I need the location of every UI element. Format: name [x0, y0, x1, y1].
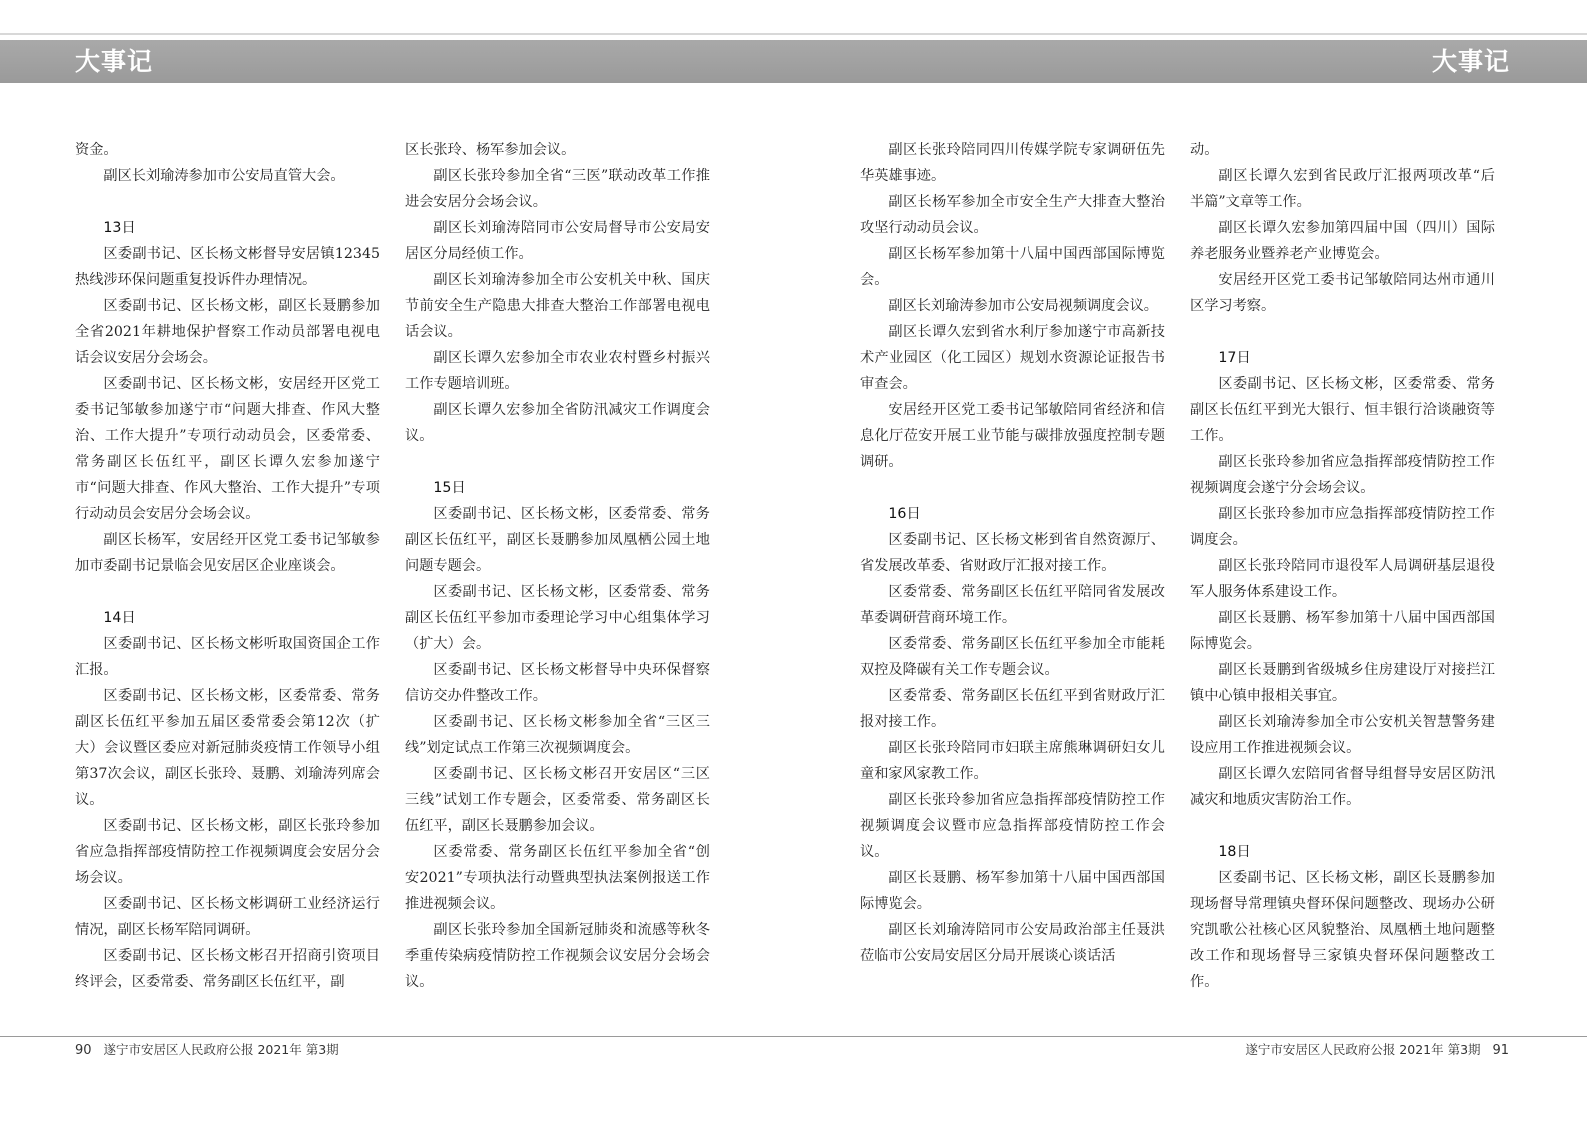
entry-paragraph: 副区长聂鹏、杨军参加第十八届中国西部国际博览会。: [1190, 610, 1495, 652]
entry-paragraph: 副区长杨军参加第十八届中国西部国际博览会。: [860, 246, 1165, 288]
entry-paragraph: 安居经开区党工委书记邹敏陪同达州市通川区学习考察。: [1190, 272, 1495, 314]
entry-paragraph: 副区长张玲参加全国新冠肺炎和流感等秋冬季重传染病疫情防控工作视频会议安居分会场会议。: [405, 922, 710, 990]
publication-title-right: 遂宁市安居区人民政府公报 2021年 第3期: [1245, 1042, 1481, 1057]
entry-paragraph: 区委副书记、区长杨文彬督导安居镇12345热线涉环保问题重复投诉件办理情况。: [75, 246, 380, 288]
entry-paragraph: 副区长杨军，安居经开区党工委书记邹敏参加市委副书记景临会见安居区企业座谈会。: [75, 532, 380, 574]
footer-rule: [0, 1036, 1587, 1037]
entry-paragraph: 副区长张玲陪同四川传媒学院专家调研伍先华英雄事迹。: [860, 142, 1165, 184]
entry-paragraph: 副区长谭久宏到省民政厅汇报两项改革“后半篇”文章等工作。: [1190, 168, 1495, 210]
entry-paragraph: 副区长谭久宏参加全省防汛减灾工作调度会议。: [405, 402, 710, 444]
entry-paragraph: 区委副书记、区长杨文彬召开招商引资项目终评会，区委常委、常务副区长伍红平，副: [75, 948, 380, 990]
entry-paragraph: 区委副书记、区长杨文彬参加全省“三区三线”划定试点工作第三次视频调度会。: [405, 714, 710, 756]
date-heading: 15日: [433, 480, 466, 496]
paragraph-continuation: 动。: [1190, 142, 1219, 158]
entry-paragraph: 副区长刘瑜涛参加全市公安机关智慧警务建设应用工作推进视频会议。: [1190, 714, 1495, 756]
entry-paragraph: 区委副书记、区长杨文彬，副区长张玲参加省应急指挥部疫情防控工作视频调度会安居分会场会议。: [75, 818, 380, 886]
entry-paragraph: 区委常委、常务副区长伍红平参加全省“创安2021”专项执法行动暨典型执法案例报送工作推进视频会议。: [405, 844, 710, 912]
entry-paragraph: 副区长张玲陪同市妇联主席熊琳调研妇女儿童和家风家教工作。: [860, 740, 1165, 782]
entry-paragraph: 区委常委、常务副区长伍红平陪同省发展改革委调研营商环境工作。: [860, 584, 1165, 626]
header-band: [0, 40, 1587, 83]
publication-title-left: 遂宁市安居区人民政府公报 2021年 第3期: [103, 1042, 339, 1057]
section-title-left: 大事记: [75, 47, 154, 76]
page-number-left: 90: [75, 1043, 92, 1058]
entry-paragraph: 副区长张玲参加市应急指挥部疫情防控工作调度会。: [1190, 506, 1495, 548]
text-column-1: [75, 137, 380, 995]
entry-paragraph: 副区长刘瑜涛参加市公安局直管大会。: [103, 168, 345, 184]
entry-paragraph: 区委副书记、区长杨文彬到省自然资源厅、省发展改革委、省财政厅汇报对接工作。: [860, 532, 1165, 574]
date-heading: 14日: [103, 610, 136, 626]
entry-paragraph: 区委副书记、区长杨文彬，副区长聂鹏参加现场督导常理镇央督环保问题整改、现场办公研究凯歌公社核心区风貌整治、凤凰栖土地问题整改工作和现场督导三家镇央督环保问题整改工作。: [1190, 870, 1495, 990]
entry-paragraph: 区委副书记、区长杨文彬，区委常委、常务副区长伍红平参加市委理论学习中心组集体学习（扩大）会。: [405, 584, 710, 652]
entry-paragraph: 副区长张玲陪同市退役军人局调研基层退役军人服务体系建设工作。: [1190, 558, 1495, 600]
entry-paragraph: 副区长杨军参加全市安全生产大排查大整治攻坚行动动员会议。: [860, 194, 1165, 236]
entry-paragraph: 区委常委、常务副区长伍红平到省财政厅汇报对接工作。: [860, 688, 1165, 730]
entry-paragraph: 区委副书记、区长杨文彬，区委常委、常务副区长伍红平，副区长聂鹏参加凤凰栖公园土地问题专题会。: [405, 506, 710, 574]
entry-paragraph: 区委常委、常务副区长伍红平参加全市能耗双控及降碳有关工作专题会议。: [860, 636, 1165, 678]
entry-paragraph: 副区长谭久宏到省水利厅参加遂宁市高新技术产业园区（化工园区）规划水资源论证报告书审查会。: [860, 324, 1165, 392]
entry-paragraph: 副区长张玲参加全省“三医”联动改革工作推进会安居分会场会议。: [405, 168, 710, 210]
footer-left: [75, 1041, 339, 1060]
entry-paragraph: 副区长张玲参加省应急指挥部疫情防控工作视频调度会遂宁分会场会议。: [1190, 454, 1495, 496]
entry-paragraph: 副区长聂鹏、杨军参加第十八届中国西部国际博览会。: [860, 870, 1165, 912]
entry-paragraph: 副区长聂鹏到省级城乡住房建设厅对接拦江镇中心镇申报相关事宜。: [1190, 662, 1495, 704]
footer-right: [1245, 1041, 1509, 1060]
paragraph-continuation: 区长张玲、杨军参加会议。: [405, 142, 576, 158]
entry-paragraph: 区委副书记、区长杨文彬，区委常委、常务副区长伍红平参加五届区委常委会第12次（扩大）会议暨区委应对新冠肺炎疫情工作领导小组第37次会议，副区长张玲、聂鹏、刘瑜涛列席会议。: [75, 688, 380, 808]
entry-paragraph: 副区长刘瑜涛陪同市公安局政治部主任聂洪莅临市公安局安居区分局开展谈心谈话活: [860, 922, 1165, 964]
entry-paragraph: 区委副书记、区长杨文彬，副区长聂鹏参加全省2021年耕地保护督察工作动员部署电视电话会议安居分会场会。: [75, 298, 380, 366]
entry-paragraph: 区委副书记、区长杨文彬督导中央环保督察信访交办件整改工作。: [405, 662, 710, 704]
entry-paragraph: 副区长谭久宏陪同省督导组督导安居区防汛减灾和地质灾害防治工作。: [1190, 766, 1495, 808]
entry-paragraph: 副区长谭久宏参加第四届中国（四川）国际养老服务业暨养老产业博览会。: [1190, 220, 1495, 262]
entry-paragraph: 副区长张玲参加省应急指挥部疫情防控工作视频调度会议暨市应急指挥部疫情防控工作会议。: [860, 792, 1165, 860]
entry-paragraph: 区委副书记、区长杨文彬，区委常委、常务副区长伍红平到光大银行、恒丰银行洽谈融资等工作。: [1190, 376, 1495, 444]
page-number-right: 91: [1492, 1043, 1509, 1058]
date-heading: 16日: [888, 506, 921, 522]
date-heading: 18日: [1218, 844, 1251, 860]
entry-paragraph: 副区长刘瑜涛参加市公安局视频调度会议。: [888, 298, 1158, 314]
text-column-2: [405, 137, 710, 995]
date-heading: 13日: [103, 220, 136, 236]
text-column-4: [1190, 137, 1495, 995]
entry-paragraph: 副区长刘瑜涛参加全市公安机关中秋、国庆节前安全生产隐患大排查大整治工作部署电视电话会议。: [405, 272, 710, 340]
section-title-right: 大事记: [1431, 47, 1510, 76]
entry-paragraph: 区委副书记、区长杨文彬，安居经开区党工委书记邹敏参加遂宁市“问题大排查、作风大整治、工作大提升”专项行动动员会，区委常委、常务副区长伍红平，副区长谭久宏参加遂宁市“问题大排查、作风大整治、工作大提升”专项行动动员会安居分会场会议。: [75, 376, 380, 522]
date-heading: 17日: [1218, 350, 1251, 366]
top-rule: [0, 33, 1587, 35]
entry-paragraph: 副区长刘瑜涛陪同市公安局督导市公安局安居区分局经侦工作。: [405, 220, 710, 262]
paragraph-continuation: 资金。: [75, 142, 118, 158]
entry-paragraph: 副区长谭久宏参加全市农业农村暨乡村振兴工作专题培训班。: [405, 350, 710, 392]
text-column-3: [860, 137, 1165, 969]
entry-paragraph: 区委副书记、区长杨文彬调研工业经济运行情况，副区长杨军陪同调研。: [75, 896, 380, 938]
entry-paragraph: 区委副书记、区长杨文彬听取国资国企工作汇报。: [75, 636, 380, 678]
entry-paragraph: 区委副书记、区长杨文彬召开安居区“三区三线”试划工作专题会，区委常委、常务副区长伍红平，副区长聂鹏参加会议。: [405, 766, 710, 834]
entry-paragraph: 安居经开区党工委书记邹敏陪同省经济和信息化厅莅安开展工业节能与碳排放强度控制专题调研。: [860, 402, 1165, 470]
